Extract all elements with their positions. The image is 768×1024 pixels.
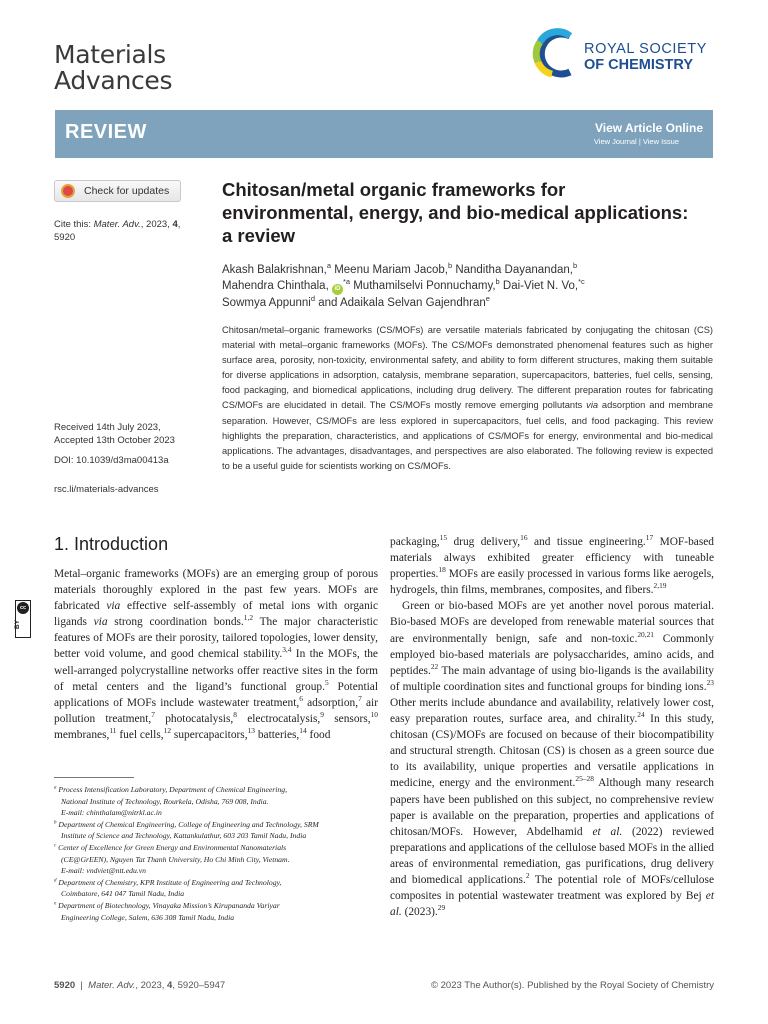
journal-title-line2: Advances [54, 66, 173, 95]
citation-ref[interactable]: 29 [437, 903, 446, 913]
author-name[interactable]: Mahendra Chinthala, [222, 280, 332, 292]
author-name[interactable]: Meenu Mariam Jacob, [331, 264, 448, 276]
text-run: electrocatalysis, [236, 712, 321, 725]
author-affiliation: *c [578, 277, 585, 287]
text-run: drug delivery, [447, 536, 521, 548]
affiliation-footnote [54, 842, 378, 877]
footnote-mark: e [54, 901, 57, 907]
rsc-crest-icon [530, 28, 576, 80]
footer-separator: | [80, 980, 83, 991]
footnote-line: (CE@GrEEN), Nguyen Tat Thanh University, Ho Chi Minh City, Vietnam. [61, 854, 290, 864]
view-journal-link[interactable]: View Journal [593, 137, 637, 146]
italic-text: via [93, 616, 108, 629]
citation-ref[interactable]: 20,21 [637, 629, 654, 639]
citation-info [54, 218, 194, 244]
author-name[interactable]: and Adaikala Selvan Gajendhran [315, 297, 486, 309]
affiliation-footnote [54, 900, 378, 923]
footnote-line: E-mail: chinthalam@nitrkl.ac.in [61, 808, 162, 818]
received-date: Received 14th July 2023, [54, 422, 161, 433]
author-affiliation: d [310, 294, 316, 304]
citation-ref[interactable]: 1,2 [243, 613, 254, 623]
text-run: Although many research papers have been published on this subject, no comprehensive review paper is available on the preparation, properties and applications of chitosan/MOFs. However, Abdelhamid [390, 777, 714, 838]
citation-ref[interactable]: 23 [706, 678, 714, 688]
affiliation-footnote [54, 784, 378, 819]
text-run: packaging, [390, 536, 440, 548]
text-run: adsorption, [302, 696, 359, 709]
citation-ref[interactable]: 7 [151, 710, 155, 720]
text-run: air pollution treatment, [54, 696, 378, 725]
view-article-online-link[interactable]: View Article Online [594, 121, 703, 135]
orcid-icon[interactable]: iD [332, 284, 343, 295]
citation-ref[interactable]: 24 [637, 710, 645, 720]
footnote-line: Institute of Science and Technology, Kattankulathur, 603 203 Tamil Nadu, India [61, 831, 307, 841]
footnote-line: Coimbatore, 641 047 Tamil Nadu, India [61, 889, 185, 899]
footer-year: , 2023, [135, 980, 168, 991]
text-run: The major characteristic features of MOFs are their porosity, tailored topologies, lower density, better void volume, and good chemical stability. [54, 616, 378, 661]
citation-ref[interactable]: 3,4 [282, 645, 292, 655]
text-run: membranes, [54, 728, 110, 741]
view-links [594, 137, 679, 146]
affiliation-footnote [54, 877, 378, 900]
text-run: MOFs are easily processed in various forms like aerogels, hydrogels, thin films, membranes, composites, and fibers. [390, 568, 714, 597]
author-name[interactable]: Akash Balakrishnan, [222, 264, 327, 276]
author-affiliation: b [572, 261, 578, 271]
journal-title-line1: Materials [54, 40, 166, 69]
journal-title [54, 42, 172, 94]
italic-text: via [106, 600, 121, 613]
text-run: batteries, [255, 728, 300, 741]
text-run: Green or bio-based MOFs are yet another novel porous material. Bio-based MOFs are developed from renewable material sources that are environmentally benign, safe and non-toxic. [390, 600, 714, 645]
publisher-logo[interactable] [530, 28, 720, 84]
italic-text: et al. [592, 825, 623, 838]
author-list [222, 262, 702, 311]
citation-ref[interactable]: 25–28 [575, 774, 594, 784]
article-title: Chitosan/metal organic frameworks for environmental, energy, and bio-medical applications: a review [222, 179, 689, 246]
footnote-line: Department of Chemical Engineering, College of Engineering and Technology, SRM [56, 819, 319, 829]
text-run: MOF-based materials always exhibited greater efficiency with tuneable properties. [390, 536, 714, 581]
italic-text: et al. [390, 890, 714, 919]
cite-year: , 2023, [140, 219, 173, 230]
citation-ref[interactable]: 14 [299, 726, 307, 736]
footnote-mark: a [54, 785, 57, 791]
paragraph [54, 566, 378, 743]
author-name[interactable]: Muthamilselvi Ponnuchamy, [350, 280, 496, 292]
text-run: fuel cells, [116, 728, 164, 741]
footnote-mark: b [54, 820, 57, 826]
citation-ref[interactable]: 12 [163, 726, 172, 736]
text-run: (2022) reviewed preparations and applications of the cellulose based MOFs in the allied areas of environmental remediation, gas purifications, drug delivery and biomedical applications. [390, 825, 714, 886]
footer-copyright: © 2023 The Author(s). Published by the Royal Society of Chemistry [431, 980, 714, 991]
text-run: effective self-assembly of metal ions with organic ligands [54, 600, 378, 629]
citation-ref[interactable]: 10 [370, 710, 378, 720]
citation-ref[interactable]: 22 [430, 661, 439, 671]
author-affiliation: b [495, 277, 500, 287]
text-run: sensors, [323, 712, 371, 725]
citation-ref[interactable]: 2,19 [653, 581, 667, 591]
citation-ref[interactable]: 7 [358, 693, 362, 703]
footer-journal: Mater. Adv. [88, 980, 136, 991]
author-affiliation: a [326, 261, 331, 271]
cite-journal: Mater. Adv. [93, 219, 141, 230]
cite-prefix: Cite this: [54, 219, 94, 230]
check-for-updates-button[interactable] [54, 180, 181, 202]
paragraph [390, 534, 714, 598]
article-type: REVIEW [65, 121, 147, 143]
body-column-left [54, 566, 378, 743]
view-issue-link[interactable]: View Issue [642, 137, 679, 146]
publisher-name-line1: ROYAL SOCIETY [584, 41, 708, 57]
citation-ref[interactable]: 5 [324, 677, 329, 687]
crossmark-icon [61, 184, 75, 198]
footer-citation [54, 980, 225, 991]
section-heading: 1. Introduction [54, 534, 169, 554]
citation-ref[interactable]: 16 [520, 533, 528, 543]
text-run: In this study, chitosan (CS)/MOFs are focused on because of their biocompatibility and structural strength. Chitosan (CS) is chosen as a green source due to its availability, unique properties and versatile applications in medicine, energy and the environment. [390, 713, 714, 790]
doi[interactable]: DOI: 10.1039/d3ma00413a [54, 455, 169, 466]
text-run: Metal–organic frameworks (MOFs) are an emerging group of porous materials thoroughly explored in the past few years. MOFs are fabricated [54, 568, 378, 613]
affiliation-footnotes [54, 784, 378, 923]
footer-volume: 4 [167, 980, 173, 991]
article-type-banner [55, 110, 713, 158]
footer-pages: , 5920–5947 [172, 980, 226, 991]
text-run: Other merits include abundance and availability, relatively lower cost, easy preparation routes, surface area, and chirality. [390, 696, 714, 726]
text-run: Potential applications of MOFs include wastewater treatment, [54, 680, 379, 709]
accepted-date: Accepted 13th October 2023 [54, 435, 175, 446]
publisher-name-line2: OF CHEMISTRY [584, 57, 694, 73]
footnote-mark: c [54, 843, 57, 849]
author-name[interactable]: Dai-Viet N. Vo, [499, 280, 579, 292]
cite-volume: 4 [172, 219, 178, 230]
cite-page: , 5920 [54, 219, 181, 243]
cc-license-badge[interactable] [15, 600, 31, 638]
footnote-line: Department of Biotechnology, Vinayaka Mission’s Kirupananda Variyar [56, 900, 280, 910]
received-dates [54, 421, 175, 447]
footnote-line: E-mail: vndviet@ntt.edu.vn [61, 866, 146, 876]
journal-link[interactable]: rsc.li/materials-advances [54, 484, 159, 495]
citation-ref[interactable]: 18 [438, 565, 446, 575]
abstract-italic: via [586, 400, 599, 411]
author-name[interactable]: Sowmya Appunni [222, 297, 311, 309]
citation-ref[interactable]: 15 [439, 533, 448, 543]
abstract [222, 323, 713, 474]
text-run: Commonly employed bio-based materials are polysaccharides, amino acids, and peptides. [390, 632, 714, 677]
body-column-right [390, 534, 714, 920]
author-name[interactable]: Nanditha Dayanandan, [452, 264, 573, 276]
text-run: In the MOFs, the well-arranged polycrystalline networks offer reactive sites in the form of metal centers and the ligand’s functional group. [54, 648, 378, 693]
citation-ref[interactable]: 8 [233, 710, 237, 720]
text-run: and tissue engineering. [527, 536, 646, 548]
check-for-updates-label: Check for updates [84, 185, 170, 197]
footnote-line: Engineering College, Salem, 636 308 Tamil Nadu, India [61, 912, 235, 922]
text-run: supercapacitors, [171, 728, 248, 741]
text-run: photocatalysis, [154, 712, 234, 725]
footnote-rule [54, 777, 134, 778]
text-run: strong coordination bonds. [107, 616, 244, 629]
citation-ref[interactable]: 2 [525, 871, 530, 881]
citation-ref[interactable]: 6 [299, 693, 303, 703]
text-run: food [306, 728, 331, 741]
footnote-line: Center of Excellence for Green Energy and Environmental Nanomaterials [56, 842, 287, 852]
abstract-text: adsorption and membrane separation. However, CS/MOFs are less explored in supercapacitors, fuel cells, and food packaging. This review highlights the preparation, characteristics, and applications of CS/MOFs for energy, environmental and bio-medical applications. The advantages, disadvantages, and perspectives are also elaborated. The following review is expected to be a useful guide for scientists working on CS/MOFs. [222, 400, 713, 471]
citation-ref[interactable]: 11 [109, 726, 117, 736]
author-affiliation: b [447, 261, 453, 271]
page-number: 5920 [54, 980, 76, 991]
text-run: The potential role of MOFs/cellulose composites in potential wastewater treatment was explored by Bej [390, 873, 714, 903]
by-label: BY [14, 619, 22, 630]
text-run: The main advantage of using bio-ligands is the availability of multiple coordination sites and functional groups for binding ions. [390, 664, 714, 693]
view-links-separator: | [636, 137, 643, 146]
footnote-line: Department of Chemistry, KPR Institute of Engineering and Technology, [56, 877, 282, 887]
footnote-line: National Institute of Technology, Rourkela, Odisha, 769 008, India. [61, 796, 269, 806]
citation-ref[interactable]: 17 [645, 533, 654, 543]
affiliation-footnote [54, 819, 378, 842]
cc-icon: cc [17, 602, 29, 614]
abstract-text: Chitosan/metal–organic frameworks (CS/MOFs) are versatile materials fabricated by conjugating the chitosan (CS) material with metal–organic frameworks (MOFs). The CS/MOFs demonstrated phenomenal features such as higher surface area, porosity, non-toxicity, environmental safety, and ability to form different structures, making them suitable for diverse applications in adsorption, catalysis, membrane separation, supercapacitors, batteries, fuel cells, sensing, food packaging, and biomedical applications, including drug delivery. The different preparation routes for fabricating CS/MOFs are elucidated in detail. The CS/MOFs mostly remove emerging pollutants [222, 325, 713, 411]
footnote-line: Process Intensification Laboratory, Department of Chemical Engineering, [56, 785, 288, 794]
paragraph [390, 598, 714, 920]
author-affiliation: e [485, 294, 490, 304]
footnote-mark: d [54, 878, 57, 884]
author-affiliation: *a [342, 277, 351, 287]
citation-ref[interactable]: 9 [320, 710, 324, 720]
citation-ref[interactable]: 13 [247, 726, 255, 736]
text-run: (2023). [401, 906, 438, 919]
